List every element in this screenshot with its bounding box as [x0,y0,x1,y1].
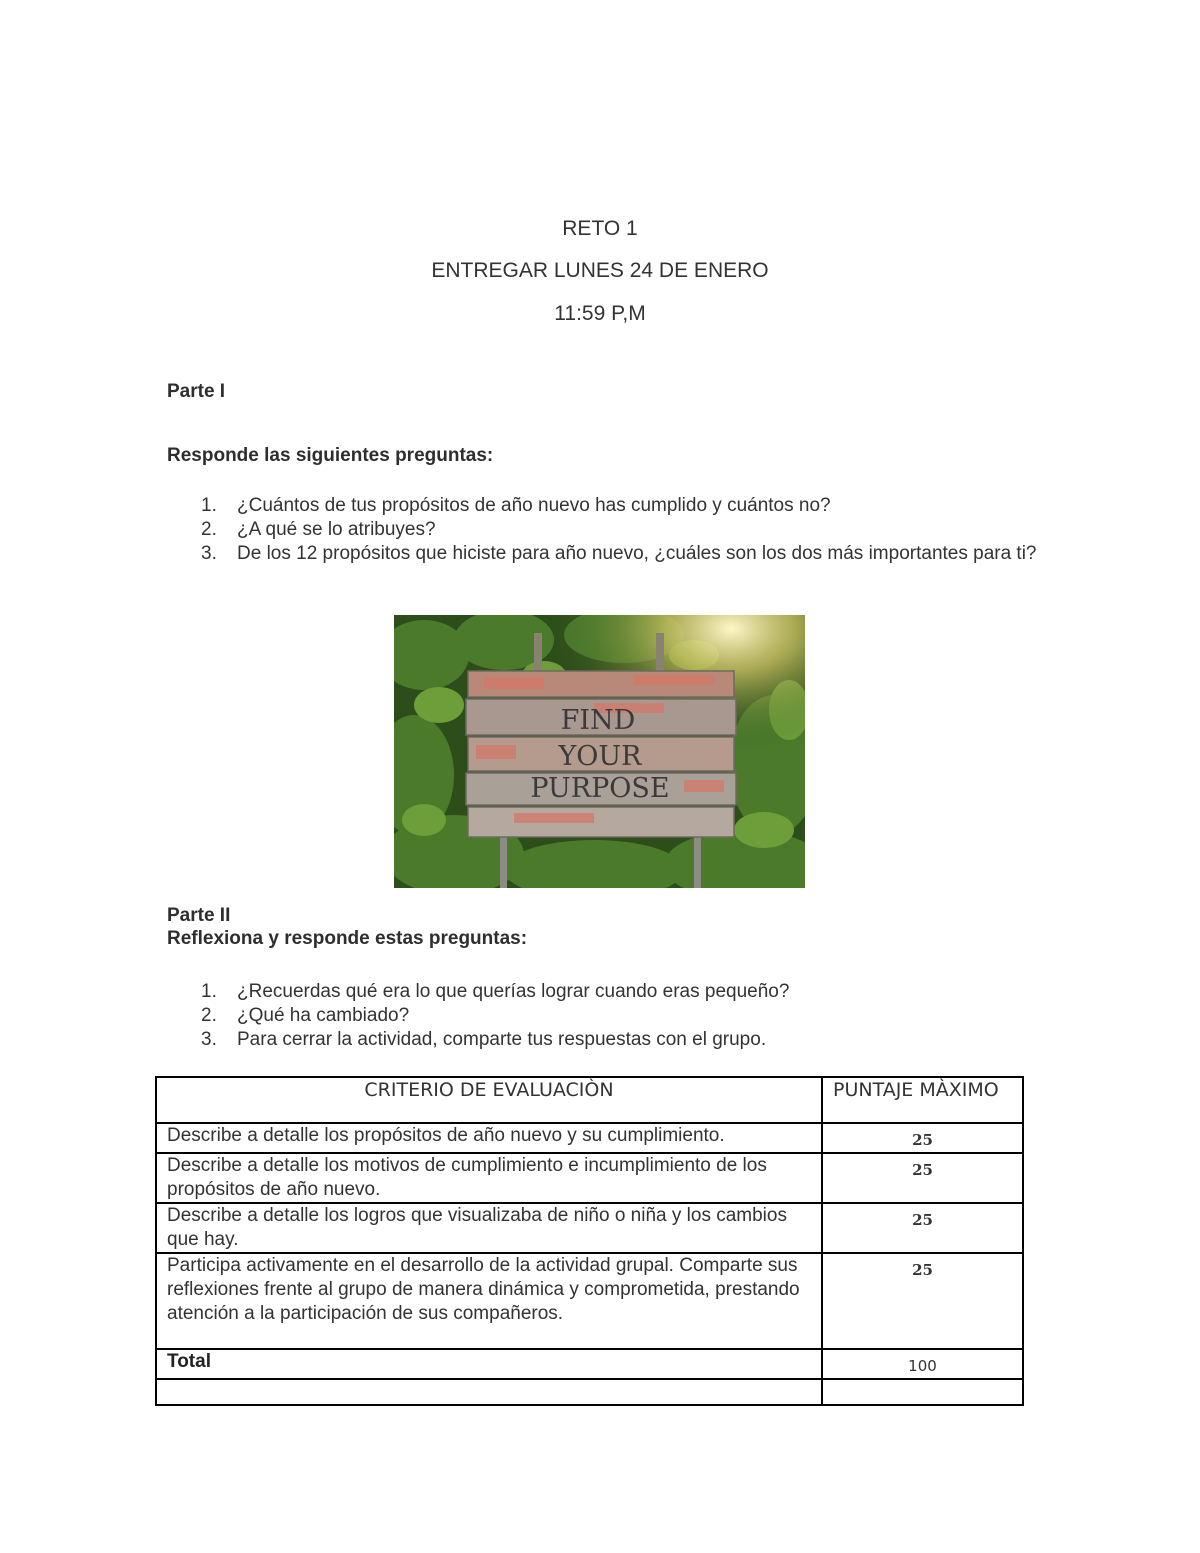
list-item [167,494,1047,518]
evaluation-rubric-table [155,1076,1024,1406]
part1-heading: Parte I [167,381,226,402]
criterion-column-header: CRITERIO DE EVALUACIÒN [156,1077,822,1123]
question-text: ¿Cuántos de tus propósitos de año nuevo has cumplido y cuántos no? [237,495,831,516]
criterion-cell: Describe a detalle los motivos de cumplimiento e incumplimiento de los propósitos de año nuevo. [156,1153,822,1203]
sign-word: FIND [560,705,636,736]
part1-instruction: Responde las siguientes preguntas: [167,445,494,466]
criterion-cell: Describe a detalle los logros que visualizaba de niño o niña y los cambios que hay. [156,1203,822,1253]
question-text: De los 12 propósitos que hiciste para año nuevo, ¿cuáles son los dos más importantes para ti? [237,543,1037,564]
list-item [167,1028,1047,1052]
list-number: 3. [201,1029,217,1050]
list-number: 2. [201,519,217,540]
table-row [156,1153,1023,1203]
score-column-header: PUNTAJE MÀXIMO [822,1077,1023,1123]
part1-question-list [167,494,1047,566]
score-cell: 25 [822,1153,1023,1203]
empty-cell [156,1379,822,1405]
list-item [167,980,1047,1004]
empty-row [156,1379,1023,1405]
question-text: ¿A qué se lo atribuyes? [237,519,436,540]
document-title: RETO 1 [562,217,638,240]
deadline-date: ENTREGAR LUNES 24 DE ENERO [431,259,769,282]
list-number: 1. [201,981,217,1002]
table-row [156,1253,1023,1349]
question-text: ¿Recuerdas qué era lo que querías lograr cuando eras pequeño? [237,981,790,1002]
criterion-cell: Describe a detalle los propósitos de año nuevo y su cumplimiento. [156,1123,822,1153]
question-text: ¿Qué ha cambiado? [237,1005,410,1026]
total-value: 100 [822,1349,1023,1379]
list-number: 1. [201,495,217,516]
score-cell: 25 [822,1253,1023,1349]
list-number: 2. [201,1005,217,1026]
score-cell: 25 [822,1203,1023,1253]
list-item [167,518,1047,542]
question-text: Para cerrar la actividad, comparte tus respuestas con el grupo. [237,1029,767,1050]
find-your-purpose-image [394,615,805,888]
table-row [156,1203,1023,1253]
total-row [156,1349,1023,1379]
table-row [156,1123,1023,1153]
part2-instruction: Reflexiona y responde estas preguntas: [167,928,528,949]
deadline-time: 11:59 P,M [554,302,646,325]
sign-word: YOUR [558,741,642,772]
table-header-row [156,1077,1023,1123]
part2-heading: Parte II [167,905,231,926]
list-item [167,542,1047,566]
score-cell: 25 [822,1123,1023,1153]
list-number: 3. [201,543,217,564]
list-item [167,1004,1047,1028]
sign-word: PURPOSE [530,773,670,804]
part2-question-list [167,980,1047,1052]
criterion-cell: Participa activamente en el desarrollo de la actividad grupal. Comparte sus reflexiones frente al grupo de manera dinámica y comprometida, prestando atención a la participación de sus compañeros. [156,1253,822,1349]
total-label: Total [156,1349,822,1379]
empty-cell [822,1379,1023,1405]
